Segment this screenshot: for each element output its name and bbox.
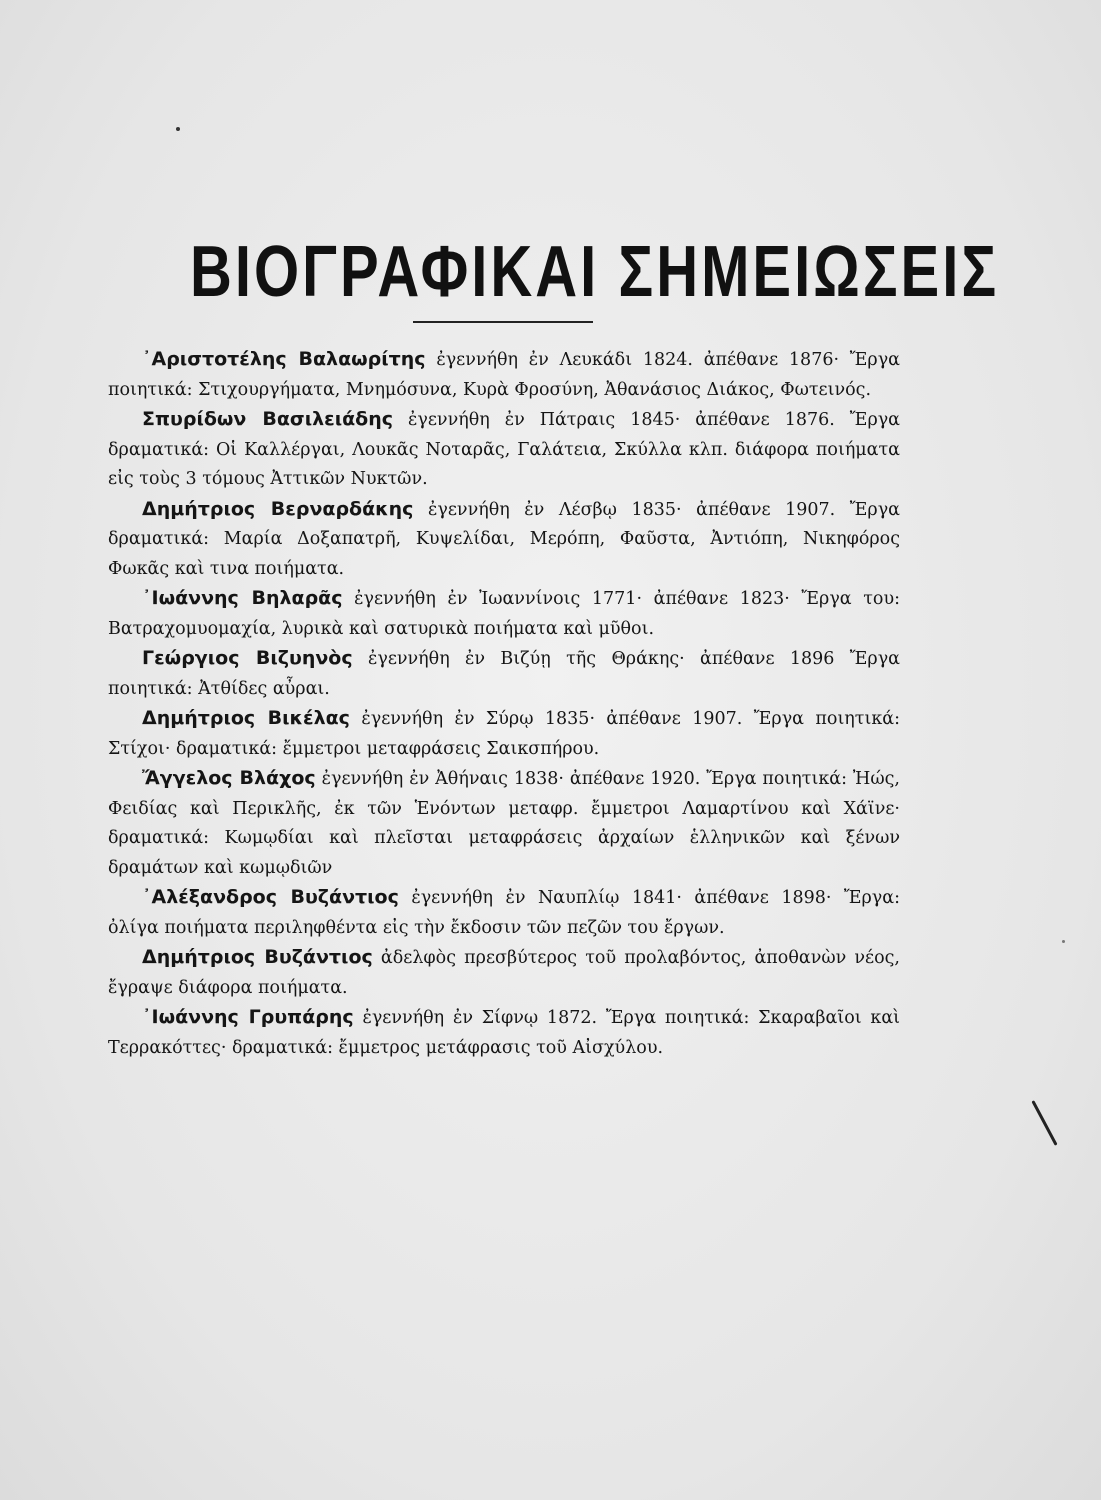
person-name: Ἄγγελος Βλάχος: [142, 767, 316, 789]
person-name: ᾿Αλέξανδρος Βυζάντιος: [142, 886, 399, 908]
biography-entry: [108, 345, 900, 405]
biography-entry: [108, 943, 900, 1003]
biography-entry: [108, 764, 900, 883]
biography-entry: [108, 704, 900, 764]
page-title: ΒΙΟΓΡΑΦΙΚΑΙ ΣΗΜΕΙΩΣΕΙΣ: [190, 230, 1000, 312]
person-name: Γεώργιος Βιζυηνὸς: [142, 647, 353, 669]
person-name: Σπυρίδων Βασιλειάδης: [142, 408, 394, 430]
biography-entry: [108, 1003, 900, 1063]
biography-text: ἐγεννήθη ἐν Ναυπλίῳ 1841· ἀπέθανε 1898· Ἔργα: ὀλίγα ποιήματα περιληφθέντα εἰς τὴν ἔκδοσιν τῶν πεζῶν του ἔργων.: [108, 888, 900, 938]
person-name: ᾿Ιωάννης Γρυπάρης: [142, 1006, 354, 1028]
biography-text: ἐγεννήθη ἐν Ἀθήναις 1838· ἀπέθανε 1920. Ἔργα ποιητικά: Ἠώς, Φειδίας καὶ Περικλῆς, ἐκ τῶν Ἑνόντων μεταφρ. ἔμμετροι Λαμαρτίνου καὶ Χάϊνε· δραματικά: Κωμῳδίαι καὶ πλεῖσται μεταφράσεις ἀρχαίων ἑλληνικῶν καὶ ξένων δραμάτων καὶ κωμῳδιῶν: [108, 769, 900, 878]
title-divider: [413, 321, 593, 323]
ink-speck: [176, 127, 180, 131]
biography-text: ἀδελφὸς πρεσβύτερος τοῦ προλαβόντος, ἀποθανὼν νέος, ἔγραψε διάφορα ποιήματα.: [108, 948, 900, 998]
biography-list: [108, 345, 900, 1063]
biography-text: ἐγεννήθη ἐν Σύρῳ 1835· ἀπέθανε 1907. Ἔργα ποιητικά: Στίχοι· δραματικά: ἔμμετροι μεταφράσεις Σαικσπήρου.: [108, 709, 900, 759]
biography-text: ἐγεννήθη ἐν Βιζύῃ τῆς Θράκης· ἀπέθανε 1896 Ἔργα ποιητικά: Ἀτθίδες αὖραι.: [108, 649, 900, 699]
biography-text: ἐγεννήθη ἐν Ἰωαννίνοις 1771· ἀπέθανε 1823· Ἔργα του: Βατραχομυομαχία, λυρικὰ καὶ σατυρικὰ ποιήματα καὶ μῦθοι.: [108, 589, 900, 639]
person-name: Δημήτριος Βερναρδάκης: [142, 497, 414, 520]
biography-entry: [108, 644, 900, 704]
biography-entry: [108, 883, 900, 943]
person-name: Δημήτριος Βυζάντιος: [142, 946, 373, 968]
biography-entry: [108, 584, 900, 644]
ink-speck: [1062, 940, 1065, 943]
biography-text: ἐγεννήθη ἐν Πάτραις 1845· ἀπέθανε 1876. Ἔργα δραματικά: Οἱ Καλλέργαι, Λουκᾶς Νοταρᾶς, Γαλάτεια, Σκύλλα κλπ. διάφορα ποιήματα εἰς τοὺς 3 τόμους Ἀττικῶν Νυκτῶν.: [108, 410, 901, 489]
biography-text: ἐγεννήθη ἐν Λέσβῳ 1835· ἀπέθανε 1907. Ἔργα δραματικά: Μαρία Δοξαπατρῆ, Κυψελίδαι, Μερόπη, Φαῦστα, Ἀντιόπη, Νικηφόρος Φωκᾶς καὶ τινα ποιήματα.: [108, 499, 900, 579]
ink-stroke-mark: [1031, 1100, 1057, 1146]
biography-text: ἐγεννήθη ἐν Σίφνῳ 1872. Ἔργα ποιητικά: Σκαραβαῖοι καὶ Τερρακόττες· δραματικά: ἔμμετρος μετάφρασις τοῦ Αἰσχύλου.: [108, 1008, 901, 1058]
person-name: ᾿Ιωάννης Βηλαρᾶς: [142, 587, 343, 609]
biography-entry: [108, 405, 900, 495]
person-name: Δημήτριος Βικέλας: [142, 707, 350, 729]
biography-entry: [108, 495, 900, 585]
biography-text: ἐγεννήθη ἐν Λευκάδι 1824. ἀπέθανε 1876· Ἔργα ποιητικά: Στιχουργήματα, Μνημόσυνα, Κυρὰ Φροσύνη, Ἀθανάσιος Διάκος, Φωτεινός.: [108, 350, 900, 400]
person-name: ᾿Αριστοτέλης Βαλαωρίτης: [142, 348, 426, 370]
